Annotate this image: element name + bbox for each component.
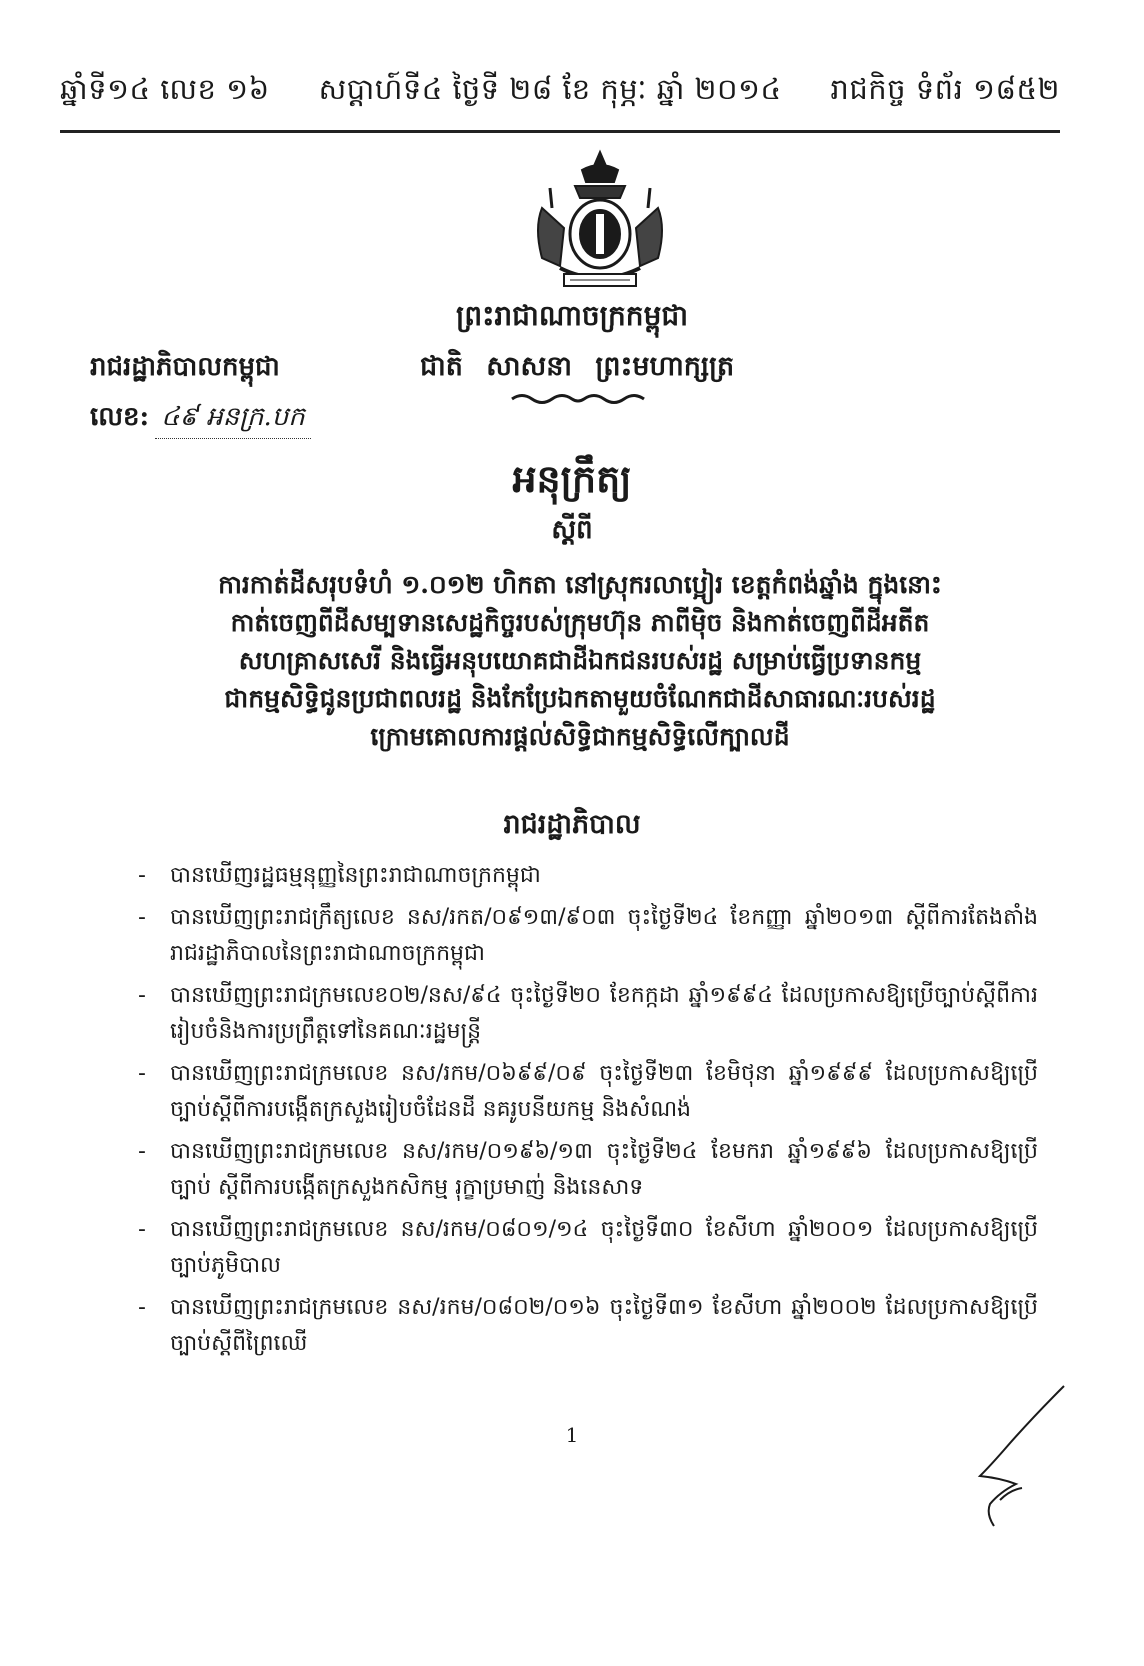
decree-number-value: ៤៩ អនក្រ.បក <box>155 400 311 439</box>
consideration-text: បានឃើញព្រះរាជក្រមលេខ នស/រកម/០៨០២/០១៦ ចុះថ្ងៃទី៣១ ខែសីហា ឆ្នាំ២០០២ ដែលប្រកាសឱ្យប្រើច្បាប់ស្ដីពីព្រៃឈើ <box>170 1295 1038 1356</box>
considerations-list <box>138 858 1038 1368</box>
bullet-dash: - <box>138 863 146 888</box>
gazette-header <box>60 72 1060 114</box>
gazette-year-issue: ឆ្នាំទី១៤ លេខ ១៦ <box>60 72 270 106</box>
decree-number-label: លេខ: <box>90 402 150 432</box>
bullet-dash: - <box>138 1061 146 1086</box>
consideration-text: បានឃើញព្រះរាជក្រមលេខ០២/នស/៩៤ ចុះថ្ងៃទី២០ ខែកក្កដា ឆ្នាំ១៩៩៤ ដែលប្រកាសឱ្យប្រើច្បាប់ស្ដីពីការរៀបចំនិងការប្រព្រឹត្តទៅនៃគណៈរដ្ឋមន្ត្រី <box>170 983 1038 1044</box>
bullet-dash: - <box>138 983 146 1008</box>
kingdom-name: ព្រះរាជាណាចក្រកម្ពុជា <box>455 299 688 332</box>
subject-line: សហគ្រាសសេរី និងធ្វើអនុបយោគជាដីឯកជនរបស់រដ្ឋ សម្រាប់ធ្វើប្រទានកម្ម <box>238 646 922 675</box>
consideration-item <box>138 1290 1038 1362</box>
decree-subject <box>150 566 1010 756</box>
bullet-dash: - <box>138 1295 146 1320</box>
document-subtitle: ស្ដីពី <box>551 515 593 545</box>
subject-line: ការកាត់ដីសរុបទំហំ ១.០១២ ហិកតា នៅស្រុករលាប្អៀរ ខេត្តកំពង់ឆ្នាំង ក្នុងនោះ <box>218 570 942 599</box>
consideration-item <box>138 1134 1038 1206</box>
bullet-dash: - <box>138 1139 146 1164</box>
consideration-item <box>138 858 1038 894</box>
consideration-item <box>138 1056 1038 1128</box>
government-heading: រាជរដ្ឋាភិបាល <box>503 809 641 840</box>
subject-line: ក្រោមគោលការផ្ដល់សិទ្ធិជាកម្មសិទ្ធិលើក្បាលដី <box>370 722 790 751</box>
bullet-dash: - <box>138 905 146 930</box>
bullet-dash: - <box>138 1217 146 1242</box>
royal-coat-of-arms-icon <box>520 148 680 298</box>
page-number: 1 <box>565 1423 579 1447</box>
header-rule <box>60 130 1060 133</box>
government-label: រាជរដ្ឋាភិបាលកម្ពុជា <box>90 352 280 382</box>
handwritten-signature-icon <box>960 1380 1070 1530</box>
gazette-page-ref: រាជកិច្ច ទំព័រ ១៨៥២ <box>830 72 1060 106</box>
document-type: អនុក្រឹត្យ <box>512 456 632 501</box>
consideration-text: បានឃើញព្រះរាជក្រឹត្យលេខ នស/រកត/០៩១៣/៩០៣ ចុះថ្ងៃទី២៤ ខែកញ្ញា ឆ្នាំ២០១៣ ស្ដីពីការតែងតាំងរាជរដ្ឋាភិបាលនៃព្រះរាជាណាចក្រកម្ពុជា <box>170 905 1038 966</box>
decree-number <box>90 400 311 439</box>
consideration-item <box>138 1212 1038 1284</box>
consideration-text: បានឃើញព្រះរាជក្រមលេខ នស/រកម/០១៩៦/១៣ ចុះថ្ងៃទី២៤ ខែមករា ឆ្នាំ១៩៩៦ ដែលប្រកាសឱ្យប្រើច្បាប់ ស្ដីពីការបង្កើតក្រសួងកសិកម្ម រុក្ខាប្រមាញ់ និងនេសាទ <box>170 1139 1038 1200</box>
gazette-date: សប្ដាហ៍ទី៤ ថ្ងៃទី ២៨ ខែ កុម្ភៈ ឆ្នាំ ២០១៤ <box>318 72 782 106</box>
consideration-text: បានឃើញព្រះរាជក្រមលេខ នស/រកម/០៨០១/១៤ ចុះថ្ងៃទី៣០ ខែសីហា ឆ្នាំ២០០១ ដែលប្រកាសឱ្យប្រើច្បាប់ភូមិបាល <box>170 1217 1038 1278</box>
consideration-text: បានឃើញព្រះរាជក្រមលេខ នស/រកម/០៦៩៩/០៩ ចុះថ្ងៃទី២៣ ខែមិថុនា ឆ្នាំ១៩៩៩ ដែលប្រកាសឱ្យប្រើច្បាប់ស្ដីពីការបង្កើតក្រសួងរៀបចំដែនដី នគរូបនីយកម្ម និងសំណង់ <box>170 1061 1038 1122</box>
subject-line: ជាកម្មសិទ្ធិជូនប្រជាពលរដ្ឋ និងកែប្រែឯកតាមួយចំណែកជាដីសាធារណៈរបស់រដ្ឋ <box>224 684 936 713</box>
consideration-item <box>138 978 1038 1050</box>
subject-line: កាត់ចេញពីដីសម្បទានសេដ្ឋកិច្ចរបស់ក្រុមហ៊ុន ភាពីម៉ិច និងកាត់ចេញពីដីអតីត <box>230 608 930 637</box>
consideration-item <box>138 900 1038 972</box>
national-motto: ជាតិ សាសនា ព្រះមហាក្សត្រ <box>420 351 735 382</box>
consideration-text: បានឃើញរដ្ឋធម្មនុញ្ញនៃព្រះរាជាណាចក្រកម្ពុជា <box>170 863 541 888</box>
ornament-divider-icon <box>508 390 648 408</box>
